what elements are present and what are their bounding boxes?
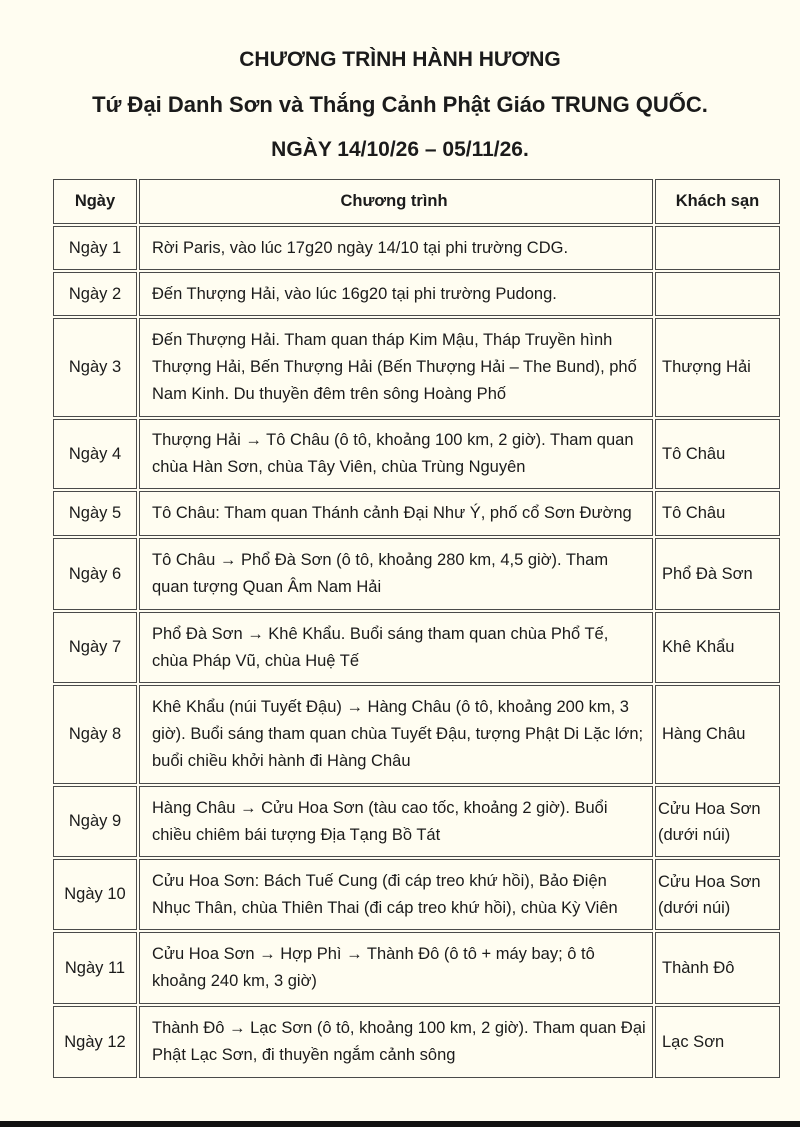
- program-text: Phổ Đà Sơn → Khê Khẩu. Buổi sáng tham quan chùa Phổ Tế, chùa Pháp Vũ, chùa Huệ Tế: [152, 624, 609, 670]
- document-subtitle: Tứ Đại Danh Sơn và Thắng Cảnh Phật Giáo TRUNG QUỐC.: [92, 92, 708, 117]
- hotel-cell: [655, 226, 780, 270]
- day-cell: Ngày 3: [53, 318, 137, 417]
- program-text: Khê Khẩu (núi Tuyết Đậu) → Hàng Châu (ô tô, khoảng 200 km, 3 giờ). Buổi sáng tham quan chùa Tuyết Đậu, tượng Phật Di Lặc lớn; buổi chiều khởi hành đi Hàng Châu: [152, 698, 644, 770]
- hotel-cell: Cửu Hoa Sơn (dưới núi): [655, 786, 780, 857]
- hotel-cell: Thành Đô: [655, 932, 780, 1004]
- header-day: Ngày: [53, 179, 137, 224]
- program-cell: [139, 685, 653, 784]
- day-cell: Ngày 10: [53, 859, 137, 930]
- program-cell: [139, 786, 653, 857]
- hotel-cell: Cửu Hoa Sơn (dưới núi): [655, 859, 780, 930]
- day-cell: Ngày 4: [53, 419, 137, 489]
- program-cell: [139, 859, 653, 930]
- program-cell: [139, 612, 653, 683]
- program-text: Cửu Hoa Sơn → Hợp Phì → Thành Đô (ô tô + máy bay; ô tô khoảng 240 km, 3 giờ): [152, 945, 595, 990]
- hotel-cell: Khê Khẩu: [655, 612, 780, 683]
- hotel-cell: Hàng Châu: [655, 685, 780, 784]
- hotel-cell: Tô Châu: [655, 419, 780, 489]
- day-cell: Ngày 6: [53, 538, 137, 610]
- day-cell: Ngày 9: [53, 786, 137, 857]
- program-cell: [139, 419, 653, 489]
- program-cell: [139, 491, 653, 536]
- day-cell: Ngày 1: [53, 226, 137, 270]
- program-text: Thành Đô → Lạc Sơn (ô tô, khoảng 100 km, 2 giờ). Tham quan Đại Phật Lạc Sơn, đi thuyền ngắm cảnh sông: [152, 1019, 646, 1064]
- hotel-cell: Thượng Hải: [655, 318, 780, 417]
- program-text: Đến Thượng Hải, vào lúc 16g20 tại phi trường Pudong.: [152, 284, 557, 303]
- header-hotel: Khách sạn: [655, 179, 780, 224]
- program-text: Tô Châu: Tham quan Thánh cảnh Đại Như Ý, phố cổ Sơn Đường: [152, 504, 632, 522]
- day-cell: Ngày 5: [53, 491, 137, 536]
- program-text: Thượng Hải → Tô Châu (ô tô, khoảng 100 km, 2 giờ). Tham quan chùa Hàn Sơn, chùa Tây Viên, chùa Trùng Nguyên: [152, 431, 634, 476]
- program-cell: [139, 538, 653, 610]
- program-text: Cửu Hoa Sơn: Bách Tuế Cung (đi cáp treo khứ hồi), Bảo Điện Nhục Thân, chùa Thiên Thai (đi cáp treo khứ hồi), chùa Kỳ Viên: [152, 871, 618, 917]
- day-cell: Ngày 12: [53, 1006, 137, 1078]
- day-cell: Ngày 7: [53, 612, 137, 683]
- day-cell: Ngày 11: [53, 932, 137, 1004]
- program-cell: [139, 932, 653, 1004]
- document-dates: NGÀY 14/10/26 – 05/11/26.: [271, 138, 529, 161]
- program-cell: [139, 226, 653, 270]
- program-cell: [139, 1006, 653, 1078]
- program-text: Rời Paris, vào lúc 17g20 ngày 14/10 tại phi trường CDG.: [152, 238, 569, 257]
- program-cell: [139, 318, 653, 417]
- program-text: Hàng Châu → Cửu Hoa Sơn (tàu cao tốc, khoảng 2 giờ). Buổi chiều chiêm bái tượng Địa Tạng Bồ Tát: [152, 798, 608, 844]
- program-text: Tô Châu → Phổ Đà Sơn (ô tô, khoảng 280 km, 4,5 giờ). Tham quan tượng Quan Âm Nam Hải: [152, 551, 609, 596]
- header-program: Chương trình: [139, 179, 653, 224]
- program-text: Đến Thượng Hải. Tham quan tháp Kim Mậu, Tháp Truyền hình Thượng Hải, Bến Thượng Hải (Bến Thượng Hải – The Bund), phố Nam Kinh. Du thuyền đêm trên sông Hoàng Phố: [152, 331, 637, 403]
- hotel-cell: Tô Châu: [655, 491, 780, 536]
- document-title: CHƯƠNG TRÌNH HÀNH HƯƠNG: [239, 48, 561, 71]
- hotel-cell: Phổ Đà Sơn: [655, 538, 780, 610]
- day-cell: Ngày 2: [53, 272, 137, 316]
- page-bottom-divider: [0, 1121, 800, 1127]
- hotel-cell: Lạc Sơn: [655, 1006, 780, 1078]
- program-cell: [139, 272, 653, 316]
- hotel-cell: [655, 272, 780, 316]
- day-cell: Ngày 8: [53, 685, 137, 784]
